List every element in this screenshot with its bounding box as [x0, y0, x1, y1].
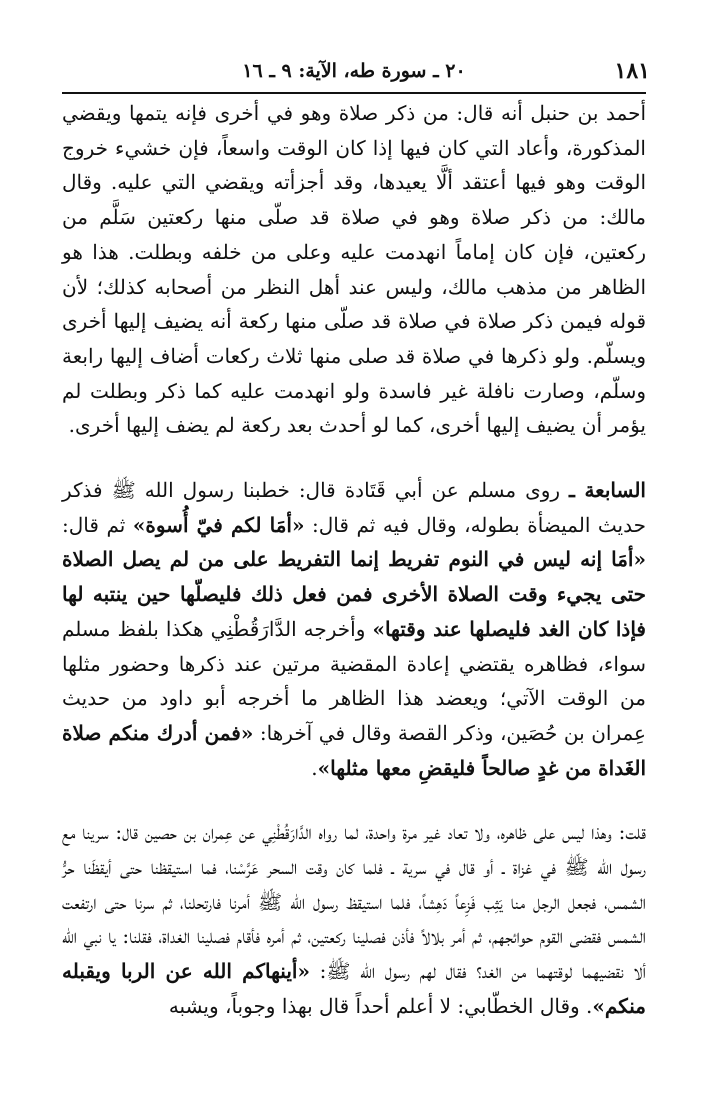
- paragraph-text: قلت: وهذا ليس على ظاهره، ولا تعاد غير مرة واحدة، لما رواه الدَّارَقُطْنِي عن عِمران بن حصين قال: سرينا مع رسول الله ﷺ في غزاة ـ أو قال في سرية ـ فلما كان وقت السحر عَرَّسْنا، فما استيقظنا حتى أيقظَنا حرُّ الشمس، فجعل الرجل منا يَثِب فَزِعاً دَهِشاً، فلما استيقظ رسول الله ﷺ أمرنا فارتحلنا، ثم سرنا حتى ارتفعت الشمس فقضى القوم حوائجهم، ثم أمر بلالاً فأذن فصلينا ركعتين، ثم أمره فأقام فصلينا الغداة، فقلنا: يا نبي الله ألا نقضيهما لوقتهما من الغد؟ فقال لهم رسول الله ﷺ:: [62, 820, 646, 984]
- running-title: ٢٠ ـ سورة طه، الآية: ٩ ـ ١٦: [242, 60, 466, 82]
- hadith-quote: «أينهاكم الله عن الربا ويقبله منكم»: [62, 959, 646, 1018]
- paragraph-text: روى مسلم عن أبي قَتَادة قال: خطبنا رسول الله ﷺ فذكر حديث الميضأة بطوله، وقال فيه ثم قال:: [62, 478, 646, 537]
- page-header: [58, 52, 650, 92]
- paragraph-seventh: [62, 473, 646, 785]
- hadith-quote: «أمَا إنه ليس في النوم تفريط إنما التفريط على من لم يصل الصلاة حتى يجيء وقت الصلاة الأخرى فمن فعل ذلك فليصلّها حين ينتبه لها فإذا كان الغد فليصلها عند وقتها»: [62, 547, 646, 641]
- paragraph-ahmad-malik: أحمد بن حنبل أنه قال: من ذكر صلاة وهو في أخرى فإنه يتمها ويقضي المذكورة، وأعاد التي كان فيها إذا كان الوقت واسعاً، فإن خشيء خروج الوقت وهو فيها أعتقد ألَّا يعيدها، وقد أجزأته ويقضي التي عليه. وقال مالك: من ذكر صلاة وهو في صلاة قد صلّى منها ركعتين سَلَّم من ركعتين، فإن كان إماماً انهدمت عليه وعلى من خلفه وبطلت. هذا هو الظاهر من مذهب مالك، وليس عند أهل النظر من أصحابه كذلك؛ لأن قوله فيمن ذكر صلاة في صلاة قد صلّى منها ركعة أنه يضيف إليها أخرى ويسلّم. ولو ذكرها في صلاة قد صلى منها ثلاث ركعات أضاف إليها رابعة وسلّم، وصارت نافلة غير فاسدة ولو انهدمت عليه كما ذكر وبطلت لم يؤمر أن يضيف إليها أخرى، كما لو أحدث بعد ركعة لم يضف إليها أخرى.: [62, 101, 646, 438]
- hadith-quote: «فمن أدرك منكم صلاة الغَداة من غدٍ صالحاً فليقضِ معها مثلها»: [62, 720, 646, 780]
- header-divider: [62, 92, 646, 94]
- section-label-seventh: السابعة ـ: [569, 478, 646, 503]
- paragraph-text: ثم قال:: [62, 512, 133, 537]
- paragraph-text: .: [311, 755, 318, 780]
- hadith-quote: «أمَا لكم فيّ أُسوة»: [132, 512, 305, 537]
- paragraph-commentary: [62, 815, 646, 1023]
- paragraph-text: وأخرجه الدَّارَقُطْنِي هكذا بلفظ مسلم سواء، فظاهره يقتضي إعادة المقضية مرتين عند ذكرها وحضور مثلها من الوقت الآتي؛ ويعضد هذا الظاهر ما أخرجه أبو داود من حديث عِمران بن حُصَين، وذكر القصة وقال في آخرها:: [62, 616, 646, 745]
- paragraph-text: . وقال الخطّابي: لا أعلم أحداً قال بهذا وجوباً، ويشبه: [168, 993, 593, 1018]
- page-body: [62, 96, 646, 1024]
- page-number: ١٨١: [614, 58, 650, 84]
